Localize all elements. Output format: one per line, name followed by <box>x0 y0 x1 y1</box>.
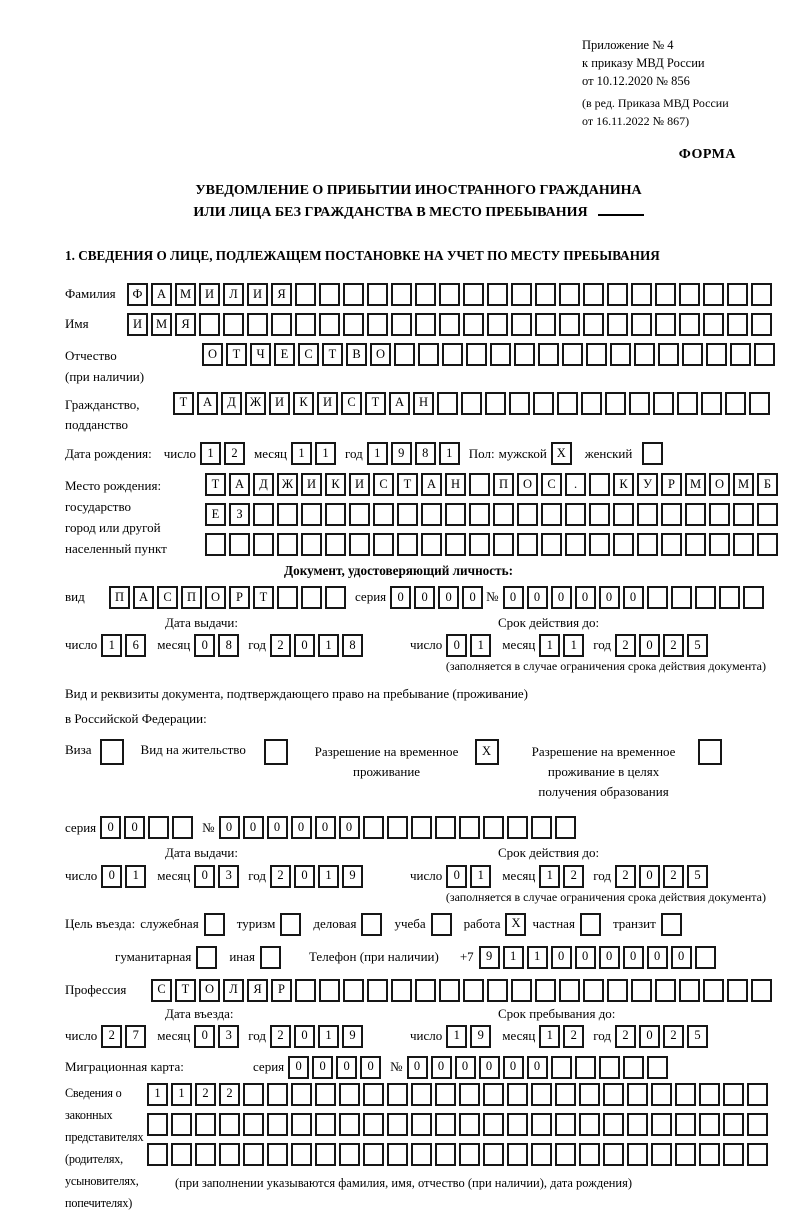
birthplace-label: Место рождения: <box>65 478 162 494</box>
birthplace-sublabel-settlement: населенный пункт <box>65 540 167 556</box>
birthplace-input-line3[interactable] <box>205 533 781 556</box>
id-doc-valid-caption: Срок действия до: <box>498 614 600 630</box>
citizenship-sublabel: подданство <box>65 417 129 433</box>
sex-female-checkbox[interactable] <box>642 442 666 465</box>
birthdate-day-input[interactable]: 1 2 <box>200 442 248 465</box>
header-line-appendix: Приложение № 4 <box>582 38 674 52</box>
entry-caption: Дата въезда: <box>165 1005 234 1021</box>
migration-series-label: серия <box>253 1059 285 1075</box>
residence-valid-caption: Срок действия до: <box>498 845 600 861</box>
id-doc-series-label: серия <box>355 589 387 605</box>
purpose-private-label: частная <box>532 915 575 931</box>
firstname-row <box>65 313 772 336</box>
header-reference <box>582 36 772 130</box>
birthplace-input-line2[interactable]: Е З <box>205 503 781 526</box>
representatives-block <box>65 1083 772 1214</box>
form-title-line1: УВЕДОМЛЕНИЕ О ПРИБЫТИИ ИНОСТРАННОГО ГРАЖДАНИНА <box>195 182 642 198</box>
purpose-tourism-label: туризм <box>236 915 276 931</box>
entry-day-label: число <box>65 1028 98 1044</box>
reps-label-line4: (родителях, <box>65 1151 123 1166</box>
residence-note: (заполняется в случае ограничения срока действия документа) <box>445 889 766 904</box>
reps-label-line2: законных <box>65 1107 113 1122</box>
form-title-line2: ИЛИ ЛИЦА БЕЗ ГРАЖДАНСТВА В МЕСТО ПРЕБЫВАНИЯ <box>193 205 588 221</box>
section1-heading: 1. СВЕДЕНИЯ О ЛИЦЕ, ПОДЛЕЖАЩЕМ ПОСТАНОВКЕ НА УЧЕТ ПО МЕСТУ ПРЕБЫВАНИЯ <box>65 248 660 264</box>
issue-day-label: число <box>65 637 98 653</box>
education-residence-label: Разрешение на временное проживание в целях получения образования <box>531 743 676 800</box>
residence-issue-caption: Дата выдачи: <box>165 845 239 861</box>
residence-issue-day[interactable]: 0 1 <box>101 865 149 888</box>
profession-label: Профессия <box>65 981 127 997</box>
phone-label: Телефон (при наличии) <box>308 948 439 964</box>
stay-month-input[interactable]: 1 2 <box>539 1025 587 1048</box>
birthdate-label: Дата рождения: <box>65 445 152 461</box>
surname-row <box>65 283 772 306</box>
stay-year-input[interactable]: 2 0 2 5 <box>615 1025 711 1048</box>
sex-female-label: женский <box>584 445 633 461</box>
migration-number-input[interactable]: 0 0 0 0 0 0 <box>407 1056 671 1079</box>
migration-series-input[interactable]: 0 0 0 0 <box>288 1056 384 1079</box>
residence-option-visa <box>65 737 127 765</box>
purpose-work-checkbox[interactable]: X <box>505 913 529 936</box>
res-issue-year-label: год <box>248 867 267 883</box>
id-doc-valid-year[interactable]: 2 0 2 5 <box>615 634 711 657</box>
purpose-humanitarian-checkbox[interactable] <box>196 946 220 969</box>
residence-permit-label: Вид на жительство <box>140 741 246 757</box>
purpose-study-label: учеба <box>394 915 426 931</box>
purpose-label: Цель въезда: <box>65 915 136 931</box>
title-blank-line <box>598 214 644 216</box>
id-doc-row <box>65 586 772 609</box>
citizenship-input[interactable]: Т А Д Ж И К И С Т А Н <box>173 392 773 415</box>
birthdate-year-label: год <box>345 445 363 461</box>
visa-checkbox[interactable] <box>100 739 127 765</box>
surname-label: Фамилия <box>65 285 116 301</box>
residence-issue-year[interactable]: 2 0 1 9 <box>270 865 366 888</box>
phone-prefix: +7 <box>459 948 474 964</box>
purpose-private-checkbox[interactable] <box>580 913 604 936</box>
id-doc-valid-day[interactable]: 0 1 <box>446 634 494 657</box>
reps-label-line3: представителях <box>65 1129 144 1144</box>
id-doc-kind-label: вид <box>65 589 85 605</box>
stay-year-label: год <box>593 1028 612 1044</box>
purpose-transit-label: транзит <box>612 915 656 931</box>
residence-series-label: серия <box>65 819 97 835</box>
issue-month-label: месяц <box>157 637 191 653</box>
migration-card-row <box>65 1056 772 1079</box>
purpose-business-checkbox[interactable] <box>361 913 385 936</box>
entry-day-input[interactable]: 2 7 <box>101 1025 149 1048</box>
id-doc-heading: Документ, удостоверяющий личность: <box>284 563 513 579</box>
birthplace-block <box>65 473 772 559</box>
valid-day-label: число <box>410 637 443 653</box>
sex-male-label: мужской <box>498 445 547 461</box>
representatives-input-line2[interactable] <box>147 1113 771 1136</box>
birthdate-row <box>65 442 772 465</box>
temp-residence-checkbox[interactable]: X <box>475 739 502 765</box>
residence-series-input[interactable]: 0 0 <box>100 816 196 839</box>
birthplace-sublabel-city: город или другой <box>65 519 161 535</box>
citizenship-row <box>65 392 772 437</box>
id-doc-note: (заполняется в случае ограничения срока действия документа) <box>445 659 766 674</box>
purpose-transit-checkbox[interactable] <box>661 913 685 936</box>
id-doc-kind-input[interactable]: П А С П О Р Т <box>109 586 349 609</box>
valid-month-label: месяц <box>502 637 536 653</box>
valid-year-label: год <box>593 637 612 653</box>
purpose-study-checkbox[interactable] <box>431 913 455 936</box>
form-title <box>65 180 772 225</box>
purpose-official-label: служебная <box>140 915 199 931</box>
purpose-row2 <box>115 946 772 969</box>
purpose-work-label: работа <box>463 915 501 931</box>
purpose-tourism-checkbox[interactable] <box>280 913 304 936</box>
id-doc-issue-year[interactable]: 2 0 1 8 <box>270 634 366 657</box>
res-valid-month-label: месяц <box>502 867 536 883</box>
patronymic-sublabel: (при наличии) <box>65 368 145 384</box>
purpose-other-checkbox[interactable] <box>260 946 284 969</box>
migration-card-label: Миграционная карта: <box>65 1059 184 1075</box>
entry-month-input[interactable]: 0 3 <box>194 1025 242 1048</box>
birthdate-month-input[interactable]: 1 1 <box>291 442 339 465</box>
residence-valid-year[interactable]: 2 0 2 5 <box>615 865 711 888</box>
entry-year-input[interactable]: 2 0 1 9 <box>270 1025 366 1048</box>
purpose-other-label: иная <box>229 948 255 964</box>
visa-label: Виза <box>65 741 92 757</box>
representatives-note: (при заполнении указываются фамилия, имя, отчество (при наличии), дата рождения) <box>175 1175 633 1190</box>
residence-series-row <box>65 816 772 839</box>
header-line-order-date: от 10.12.2020 № 856 <box>582 74 690 89</box>
birthdate-month-label: месяц <box>253 445 288 461</box>
birthdate-day-label: число <box>163 445 196 461</box>
id-doc-number-label: № <box>486 589 499 605</box>
id-doc-series-input[interactable]: 0 0 0 0 <box>390 586 486 609</box>
entry-month-label: месяц <box>157 1028 191 1044</box>
header-line-order: к приказу МВД России <box>582 56 705 71</box>
residence-issue-month[interactable]: 0 3 <box>194 865 242 888</box>
id-doc-issue-month[interactable]: 0 8 <box>194 634 242 657</box>
reps-label-line5: усыновителях, <box>65 1173 139 1188</box>
residence-intro-line2: в Российской Федерации: <box>65 711 207 727</box>
residence-intro-line1: Вид и реквизиты документа, подтверждающего право на пребывание (проживание) <box>65 686 529 702</box>
sex-label: Пол: <box>468 445 495 461</box>
profession-row <box>65 979 772 1002</box>
profession-input[interactable]: С Т О Л Я Р <box>151 979 775 1002</box>
purpose-official-checkbox[interactable] <box>204 913 228 936</box>
residence-option-temp <box>307 737 502 782</box>
purpose-humanitarian-label: гуманитарная <box>115 948 192 964</box>
patronymic-label: Отчество <box>65 347 117 363</box>
entry-dates <box>65 1006 772 1048</box>
residence-option-permit <box>141 737 291 765</box>
surname-input[interactable]: Ф А М И Л И Я <box>127 283 775 306</box>
migration-number-label: № <box>390 1059 403 1075</box>
sex-male-checkbox[interactable]: X <box>551 442 575 465</box>
form-label: ФОРМА <box>678 147 736 163</box>
residence-number-input[interactable]: 0 0 0 0 0 0 <box>219 816 579 839</box>
res-issue-day-label: число <box>65 867 98 883</box>
birthplace-input-line1[interactable]: Т А Д Ж И К И С Т А Н П О С . К У Р М О М Б <box>205 473 781 496</box>
phone-input[interactable]: 9 1 1 0 0 0 0 0 0 <box>479 946 719 969</box>
residence-valid-month[interactable]: 1 2 <box>539 865 587 888</box>
residence-valid-day[interactable]: 0 1 <box>446 865 494 888</box>
id-doc-issue-day[interactable]: 1 6 <box>101 634 149 657</box>
firstname-label: Имя <box>65 315 89 331</box>
temp-residence-label: Разрешение на временное проживание <box>314 743 459 779</box>
id-doc-valid-month[interactable]: 1 1 <box>539 634 587 657</box>
entry-year-label: год <box>248 1028 267 1044</box>
residence-option-education <box>518 737 725 802</box>
reps-label-line6: попечителях) <box>65 1195 133 1210</box>
purpose-business-label: деловая <box>313 915 357 931</box>
stay-caption: Срок пребывания до: <box>498 1005 616 1021</box>
representatives-input-line1[interactable]: 1 1 2 2 <box>147 1083 771 1106</box>
patronymic-input[interactable]: О Т Ч Е С Т В О <box>202 343 778 366</box>
residence-options-row <box>65 737 772 802</box>
stay-day-label: число <box>410 1028 443 1044</box>
res-issue-month-label: месяц <box>157 867 191 883</box>
header-line-edition-date: от 16.11.2022 № 867) <box>582 113 690 128</box>
representatives-input-line3[interactable] <box>147 1143 771 1166</box>
residence-number-label: № <box>202 819 215 835</box>
reps-label-line1: Сведения о <box>65 1085 122 1100</box>
id-doc-number-input[interactable]: 0 0 0 0 0 0 <box>503 586 767 609</box>
stay-month-label: месяц <box>502 1028 536 1044</box>
id-doc-issue-caption: Дата выдачи: <box>165 614 239 630</box>
id-doc-dates <box>65 615 772 657</box>
stay-day-input[interactable]: 1 9 <box>446 1025 494 1048</box>
issue-year-label: год <box>248 637 267 653</box>
residence-dates <box>65 845 772 887</box>
education-residence-checkbox[interactable] <box>698 739 725 765</box>
firstname-input[interactable]: И М Я <box>127 313 775 336</box>
patronymic-row <box>65 343 772 388</box>
birthdate-year-input[interactable]: 1 9 8 1 <box>367 442 463 465</box>
res-valid-day-label: число <box>410 867 443 883</box>
purpose-row <box>65 913 772 936</box>
res-valid-year-label: год <box>593 867 612 883</box>
residence-permit-checkbox[interactable] <box>264 739 291 765</box>
header-line-edition: (в ред. Приказа МВД России <box>582 96 729 111</box>
birthplace-sublabel-country: государство <box>65 498 131 514</box>
citizenship-label: Гражданство, <box>65 396 140 412</box>
